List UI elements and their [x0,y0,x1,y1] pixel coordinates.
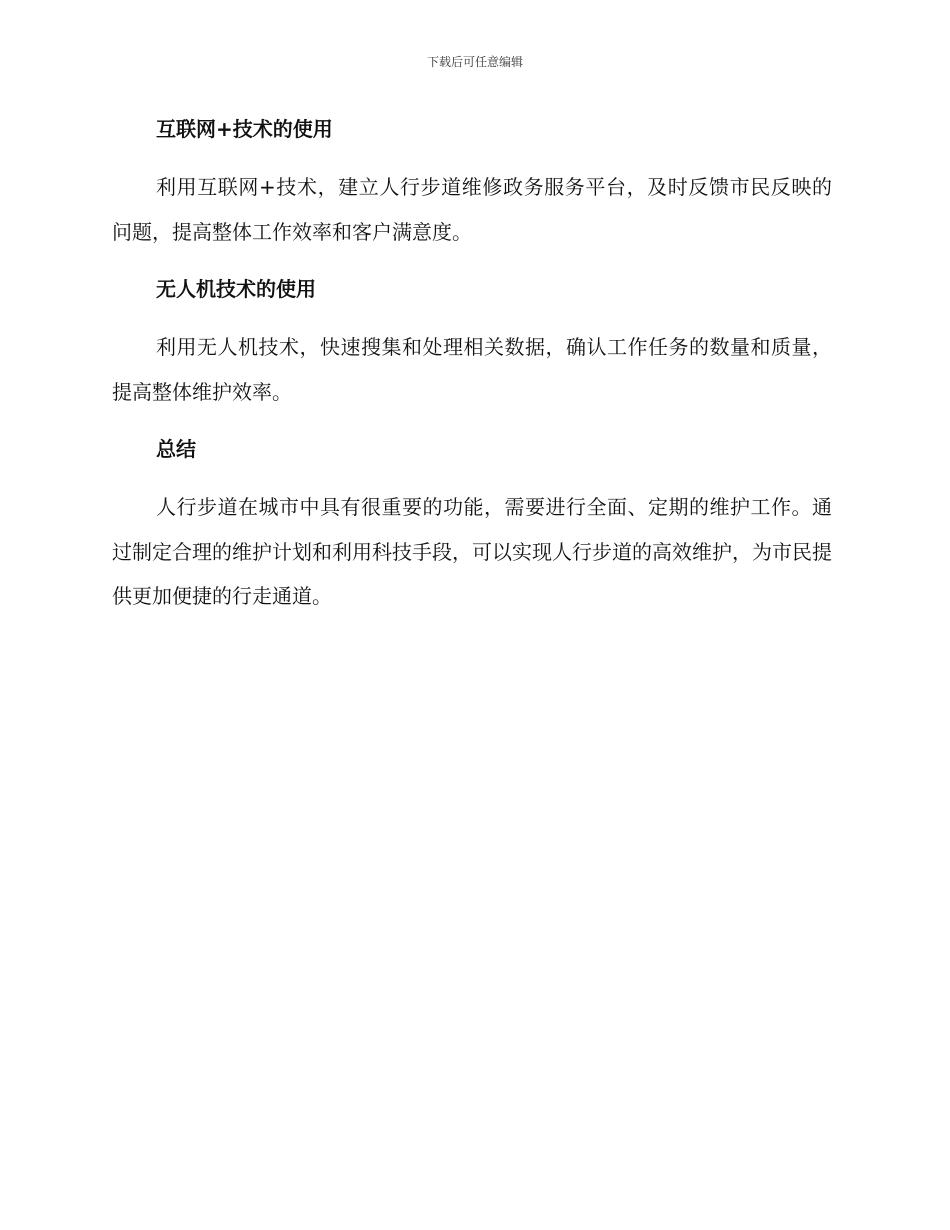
document-body [112,112,832,619]
section-paragraph-internet-plus: 利用互联网+技术，建立人行步道维修政务服务平台，及时反馈市民反映的问题，提高整体工作效率和客户满意度。 [112,175,832,244]
section-title-drone-technology: 无人机技术的使用 [156,277,316,301]
header-note: 下载后可任意编辑 [426,55,523,69]
section-title-internet-plus: 互联网+技术的使用 [156,117,333,141]
section-paragraph-summary: 人行步道在城市中具有很重要的功能，需要进行全面、定期的维护工作。通过制定合理的维护计划和利用科技手段，可以实现人行步道的高效维护，为市民提供更加便捷的行走通道。 [112,495,832,608]
section-paragraph-drone-technology: 利用无人机技术，快速搜集和处理相关数据，确认工作任务的数量和质量，提高整体维护效率。 [112,335,832,404]
section-title-summary: 总结 [156,437,196,461]
